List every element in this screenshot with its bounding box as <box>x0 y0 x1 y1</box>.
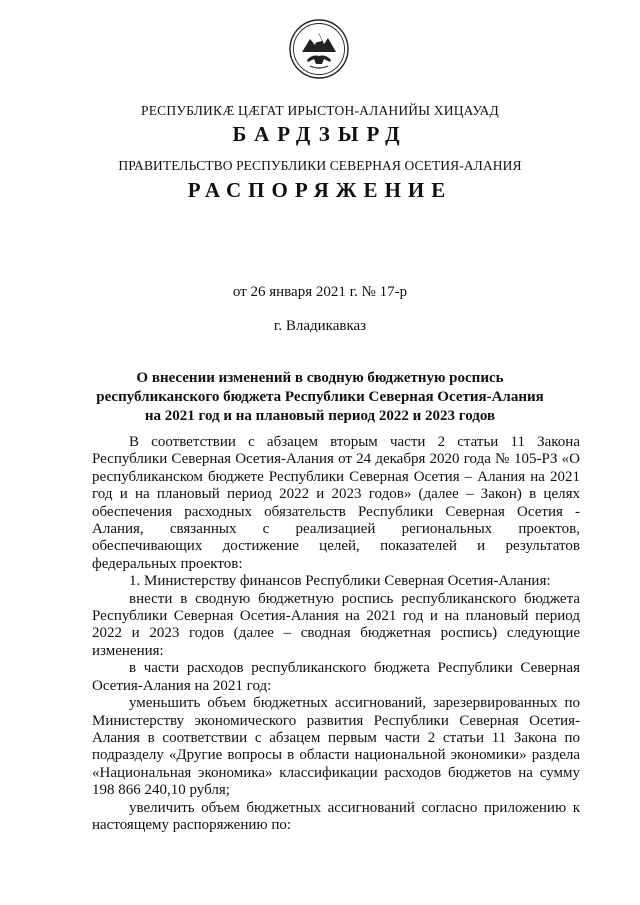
document-date-number: от 26 января 2021 г. № 17-р <box>232 284 408 300</box>
paragraph-basis: В соответствии с абзацем вторым части 2 статьи 11 Закона Республики Северная Осетия-Алания от 24 декабря 2020 года № 105-РЗ «О республиканском бюджете Республики Северная Осетия – Алания на 2021 год и на плановый период 2022 и 2023 годов» (далее – Закон) в целях обеспечения расходных обязательств Республики Северная Осетия - Алания, связанных с реализацией региональных проектов, обеспечивающих достижение целей, показателей и результатов федеральных проектов: <box>92 434 580 572</box>
russian-government-heading: ПРАВИТЕЛЬСТВО РЕСПУБЛИКИ СЕВЕРНАЯ ОСЕТИЯ-АЛАНИЯ <box>118 158 522 173</box>
coat-of-arms-icon <box>288 18 350 80</box>
paragraph-decrease-text: уменьшить объем бюджетных ассигнований, зарезервированных по Министерству экономического развития Республики Северная Осетия-Алания в соответствии с абзацем первым части 2 статьи 11 Закона по подразделу «Другие вопросы в области национальной экономики» раздела «Национальная экономика» классификации расходов бюджетов на сумму <box>92 695 580 781</box>
russian-doc-type: РАСПОРЯЖЕНИЕ <box>187 178 453 202</box>
paragraph-amend: внести в сводную бюджетную роспись республиканского бюджета Республики Северная Осетия-Алания на 2021 год и на плановый период 2022 и 2023 годов (далее – сводная бюджетная роспись) следующие изменения: <box>92 590 580 659</box>
paragraph-decrease <box>92 695 580 799</box>
document-body <box>92 434 580 834</box>
ossetian-doc-type: БАРДЗЫРД <box>232 122 408 146</box>
document-city: г. Владикавказ <box>273 318 367 334</box>
decrease-amount: 198 866 240,10 рубля; <box>92 782 230 799</box>
document-title: О внесении изменений в сводную бюджетную роспись республиканского бюджета Республики Северная Осетия-Алания на 2021 год и на плановый период 2022 и 2023 годов <box>96 370 544 424</box>
paragraph-expenses: в части расходов республиканского бюджета Республики Северная Осетия-Алания на 2021 год: <box>92 660 580 694</box>
ossetian-republic-heading: РЕСПУБЛИКӔ ЦӔГАТ ИРЫСТОН-АЛАНИЙЫ ХИЦАУАД <box>141 103 499 118</box>
paragraph-increase: увеличить объем бюджетных ассигнований согласно приложению к настоящему распоряжению по: <box>92 799 580 833</box>
paragraph-ministry: 1. Министерству финансов Республики Северная Осетия-Алания: <box>129 573 551 590</box>
